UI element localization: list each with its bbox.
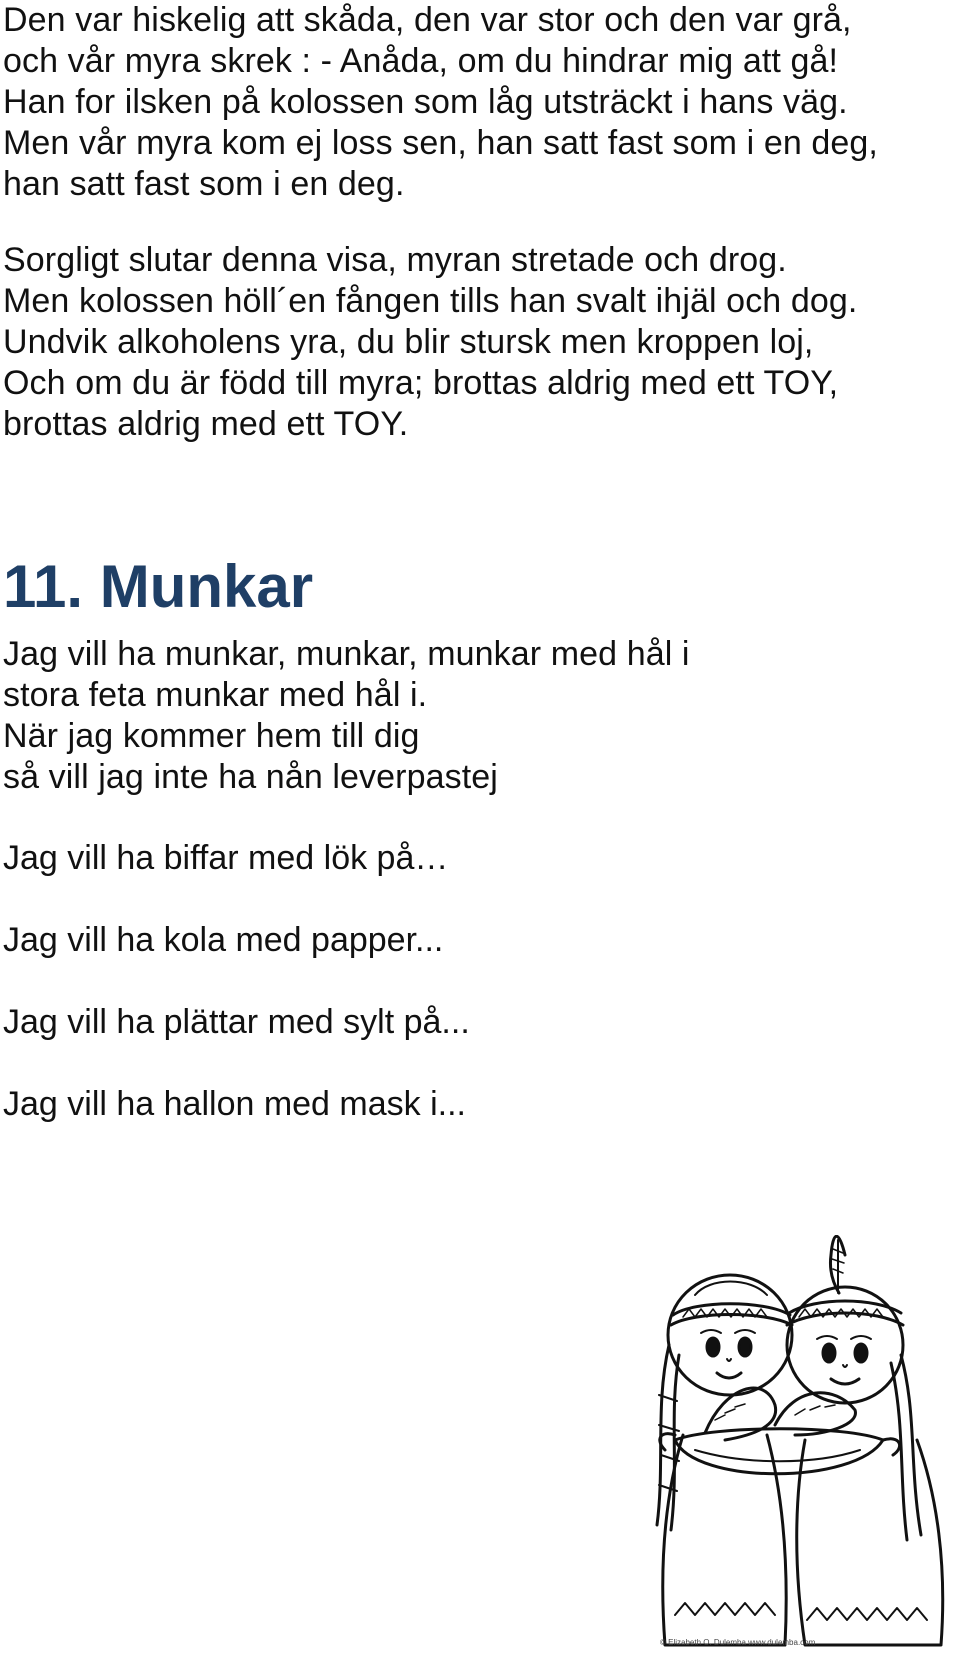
- stanza-line: Han for ilsken på kolossen som låg utsträckt i hans väg.: [3, 83, 848, 121]
- stanza-line: Undvik alkoholens yra, du blir stursk men kroppen loj,: [3, 323, 814, 361]
- stanza-line: Den var hiskelig att skåda, den var stor och den var grå,: [3, 1, 852, 39]
- verse-line: Jag vill ha munkar, munkar, munkar med hål i: [3, 635, 690, 673]
- verse-line: stora feta munkar med hål i.: [3, 676, 428, 714]
- stanza-line: brottas aldrig med ett TOY.: [3, 405, 409, 443]
- illustration-credit: © Elizabeth O. Dulemba www.dulemba.com: [660, 1638, 816, 1647]
- two-children-with-bowl-illustration: [655, 1235, 955, 1655]
- verse-line: så vill jag inte ha nån leverpastej: [3, 758, 498, 796]
- stanza-line: han satt fast som i en deg.: [3, 165, 405, 203]
- munkar-verse: [3, 634, 690, 798]
- variation-line: Jag vill ha biffar med lök på…: [3, 839, 449, 877]
- stanza-line: Och om du är född till myra; brottas aldrig med ett TOY,: [3, 364, 839, 402]
- stanza-line: Men vår myra kom ej loss sen, han satt fast som i en deg,: [3, 124, 878, 162]
- stanza-1: [3, 0, 878, 205]
- stanza-line: Men kolossen höll´en fången tills han svalt ihjäl och dog.: [3, 282, 858, 320]
- stanza-line: och vår myra skrek : - Anåda, om du hindrar mig att gå!: [3, 42, 839, 80]
- section-heading: 11. Munkar: [3, 553, 314, 620]
- variation-line: Jag vill ha kola med papper...: [3, 921, 444, 959]
- variation-line: Jag vill ha hallon med mask i...: [3, 1085, 466, 1123]
- stanza-2: [3, 240, 857, 445]
- stanza-line: Sorgligt slutar denna visa, myran stretade och drog.: [3, 241, 787, 279]
- verse-line: När jag kommer hem till dig: [3, 717, 420, 755]
- variation-line: Jag vill ha plättar med sylt på...: [3, 1003, 470, 1041]
